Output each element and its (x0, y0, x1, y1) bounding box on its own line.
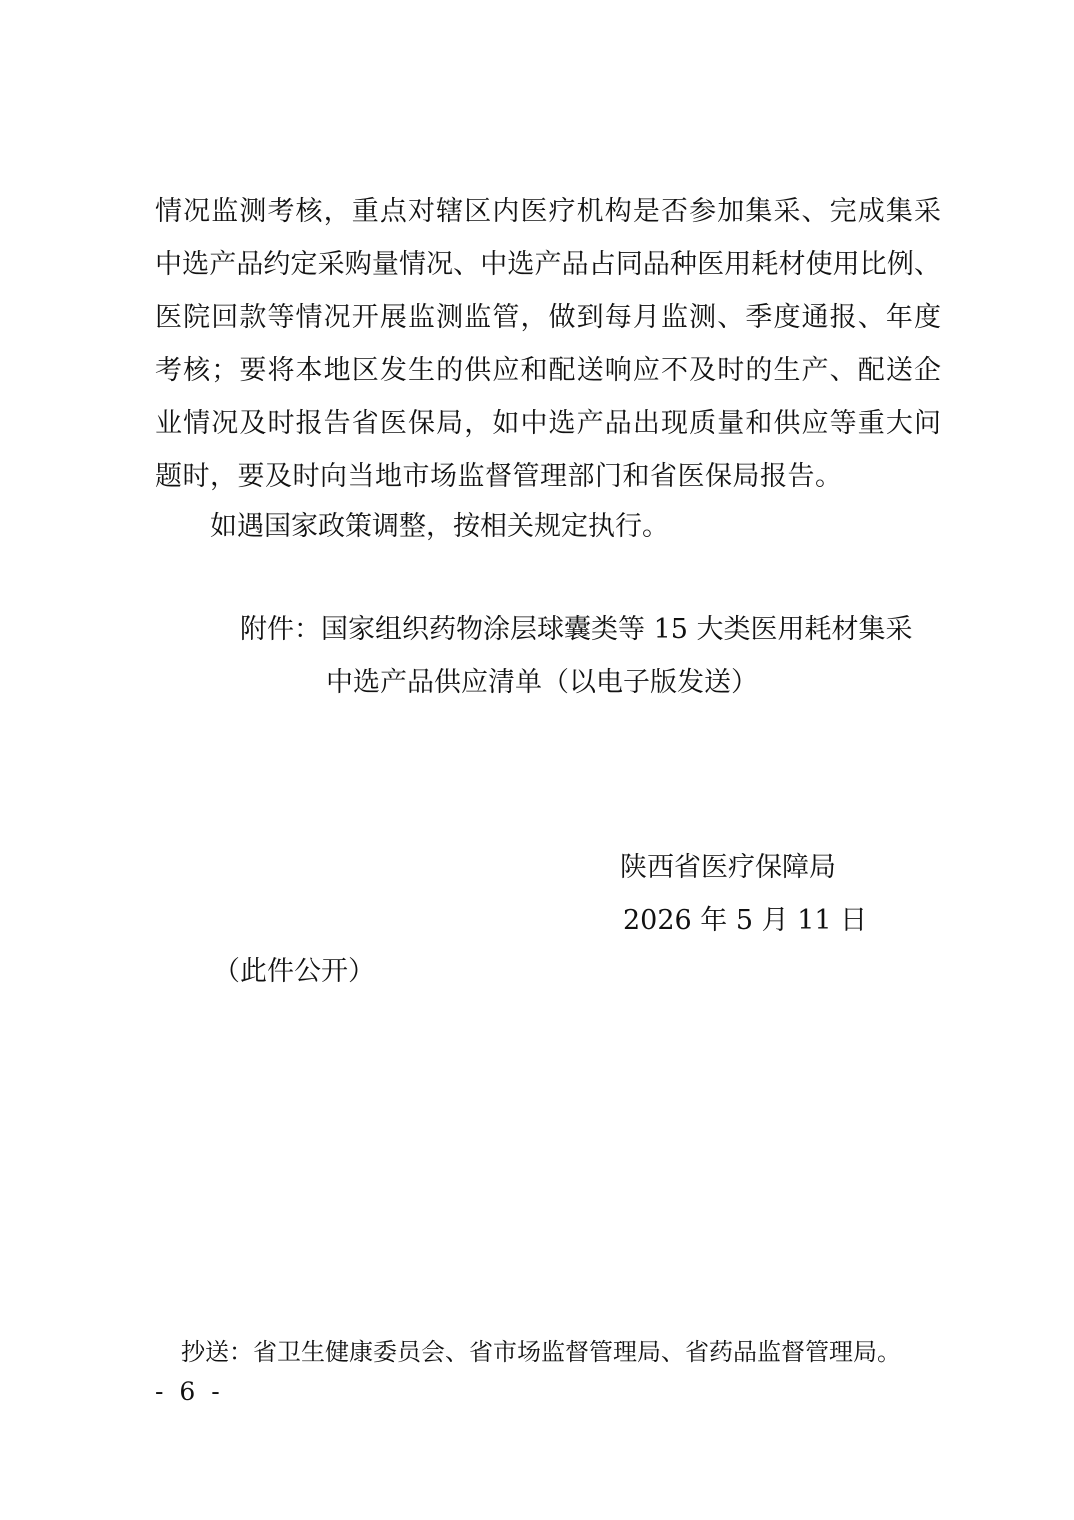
body-text-line: 业情况及时报告省医保局，如中选产品出现质量和供应等重大问 (155, 408, 941, 439)
public-notice: （此件公开） (213, 956, 375, 987)
body-text-line: 考核；要将本地区发生的供应和配送响应不及时的生产、配送企 (155, 355, 941, 386)
body-text-line: 情况监测考核，重点对辖区内医疗机构是否参加集采、完成集采 (155, 196, 941, 227)
cc-recipients: 抄送：省卫生健康委员会、省市场监督管理局、省药品监督管理局。 (181, 1338, 901, 1366)
body-text-line: 题时，要及时向当地市场监督管理部门和省医保局报告。 (155, 461, 843, 492)
attachment-line: 附件：国家组织药物涂层球囊类等 15 大类医用耗材集采 (240, 614, 913, 645)
body-text-line: 中选产品约定采购量情况、中选产品占同品种医用耗材使用比例、 (155, 249, 941, 280)
issuer-name: 陕西省医疗保障局 (620, 852, 836, 883)
policy-adjustment-paragraph: 如遇国家政策调整，按相关规定执行。 (210, 511, 669, 542)
attachment-line-continued: 中选产品供应清单（以电子版发送） (326, 667, 758, 698)
body-text-line: 医院回款等情况开展监测监管，做到每月监测、季度通报、年度 (155, 302, 941, 333)
issue-date: 2026 年 5 月 11 日 (623, 905, 868, 936)
page-number: - 6 - (155, 1377, 224, 1406)
